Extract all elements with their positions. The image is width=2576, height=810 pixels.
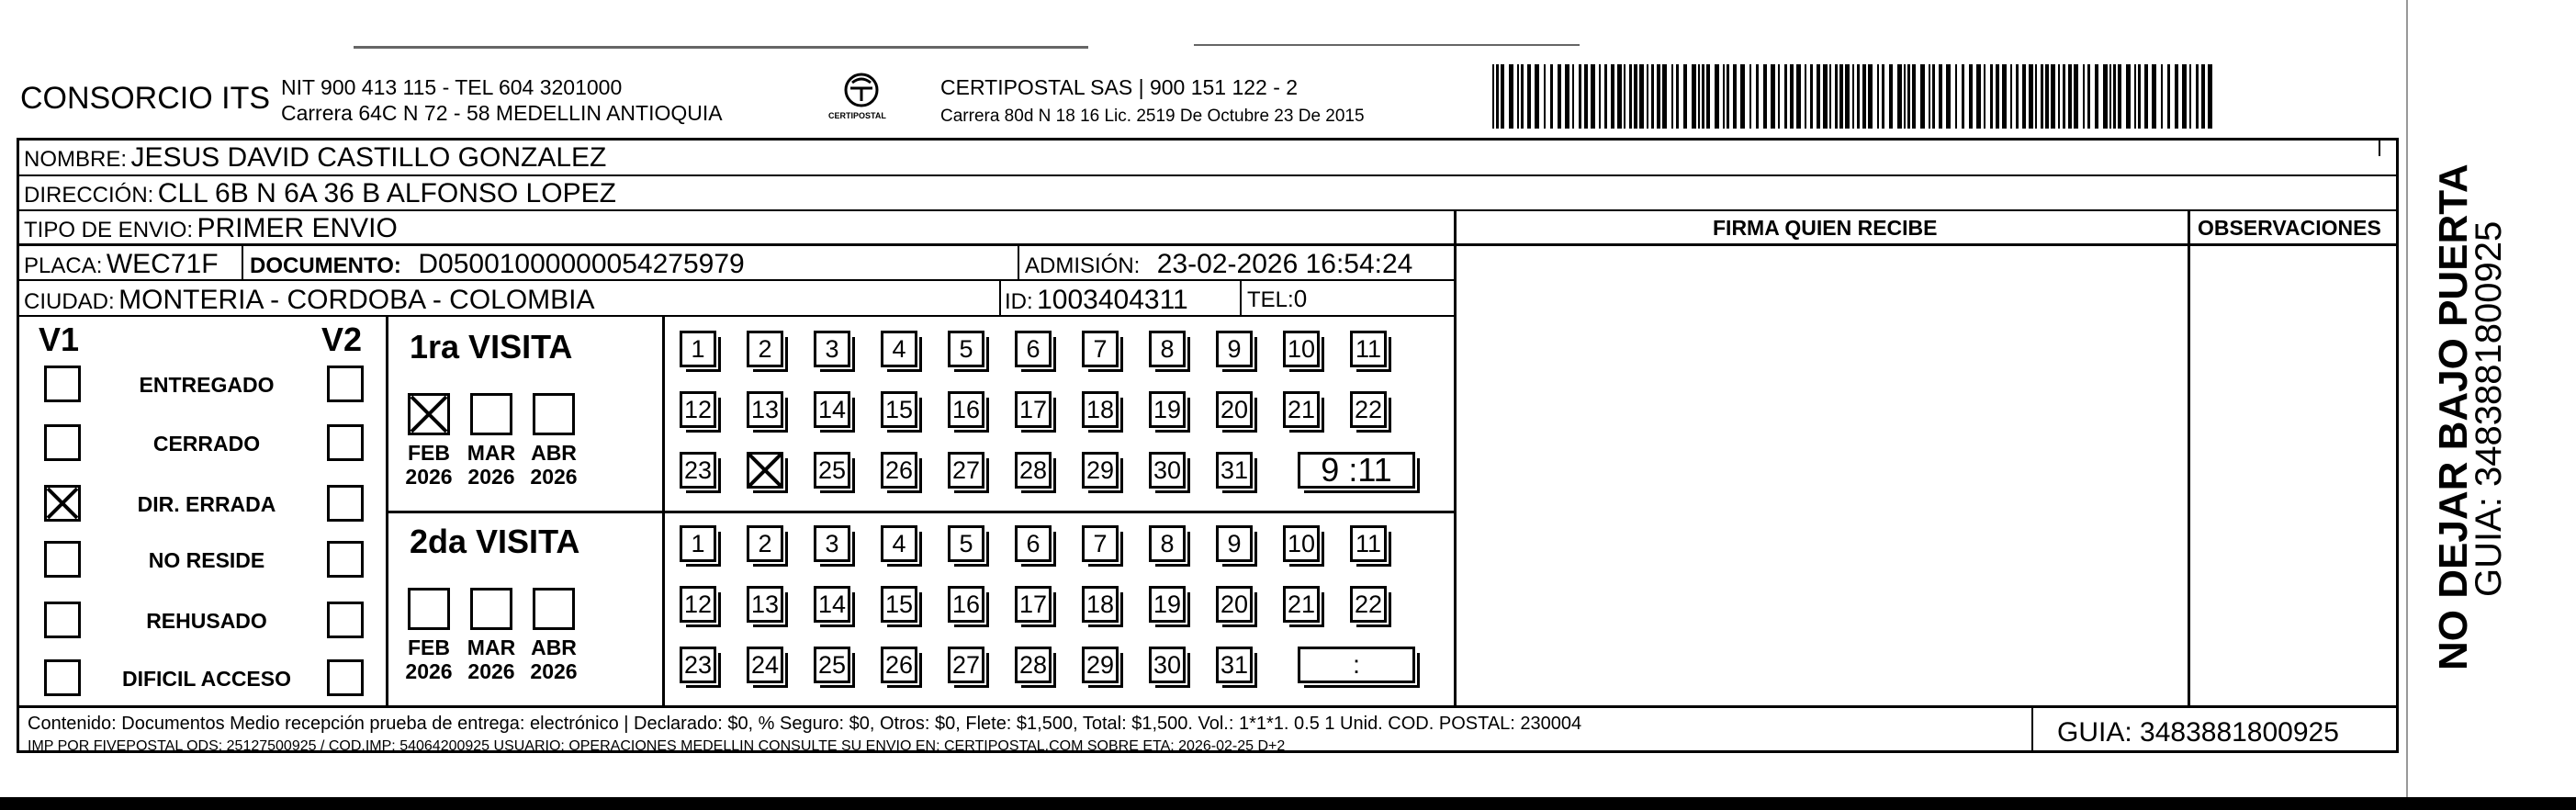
barcode-bar (2152, 64, 2156, 129)
plate-label: PLACA: (24, 253, 103, 278)
name-row (24, 144, 606, 172)
tel-value: 0 (1293, 285, 1308, 312)
barcode-bar (1657, 64, 1660, 129)
barcode-bar (1784, 64, 1787, 129)
document-value: D05001000000054275979 (418, 249, 745, 279)
company-nit-tel: NIT 900 413 115 - TEL 604 3201000 (281, 75, 623, 99)
send-type-label: TIPO DE ENVIO: (24, 218, 194, 242)
day-box[interactable]: 20 (1216, 391, 1253, 428)
day-box[interactable]: 9 (1216, 331, 1253, 367)
day-box[interactable]: 22 (1350, 391, 1387, 428)
barcode-bar (1877, 64, 1879, 129)
side-guia: GUIA: 3483881800925 (2469, 220, 2509, 597)
month-year: 2026 (405, 465, 453, 489)
status-label: NO RESIDE (148, 548, 265, 572)
month-checkbox[interactable] (533, 393, 575, 435)
barcode-bar (1671, 64, 1673, 129)
day-box[interactable]: 10 (1283, 525, 1320, 562)
barcode-bar (1565, 64, 1569, 129)
barcode-bar (1604, 64, 1607, 129)
month-label (459, 441, 523, 489)
month-checkbox[interactable] (470, 393, 512, 435)
barcode-bar (2058, 64, 2060, 129)
day-box[interactable]: 5 (948, 525, 984, 562)
day-box[interactable]: 21 (1283, 391, 1320, 428)
barcode-bar (2161, 64, 2163, 129)
barcode-bar (1810, 64, 1813, 129)
status-label: REHUSADO (146, 609, 267, 633)
barcode-bar (1584, 64, 1588, 129)
barcode-bar (1835, 64, 1838, 129)
month-label (459, 636, 523, 684)
barcode-bar (1907, 64, 1910, 129)
day-box[interactable]: 4 (881, 525, 917, 562)
day-box[interactable]: 2 (747, 331, 783, 367)
footer-guia: GUIA: 3483881800925 (2057, 717, 2339, 748)
barcode-bar (1535, 64, 1539, 129)
address-label: DIRECCIÓN: (24, 183, 154, 208)
city-label: CIUDAD: (24, 289, 115, 314)
v1-checkbox[interactable] (44, 659, 81, 696)
barcode-bar (2109, 64, 2111, 129)
barcode-bar (1817, 64, 1820, 129)
barcode-bar (1857, 64, 1860, 129)
month-year: 2026 (467, 659, 515, 684)
day-box[interactable]: 18 (1082, 586, 1119, 623)
day-box[interactable]: 1 (680, 331, 716, 367)
barcode-bar (2201, 64, 2205, 129)
barcode-bar (1955, 64, 1957, 129)
barcode-bar (1790, 64, 1794, 129)
day-box[interactable]: 7 (1082, 525, 1119, 562)
barcode-bar (1976, 64, 1981, 129)
barcode-bar (1939, 64, 1942, 129)
day-box[interactable]: 31 (1216, 452, 1253, 489)
day-box[interactable]: 13 (747, 586, 783, 623)
visit-time-box[interactable]: 9 :11 (1298, 452, 1415, 489)
month-checkbox[interactable] (470, 588, 512, 630)
visit-title: 1ra VISITA (410, 328, 573, 366)
barcode-bar (1868, 64, 1873, 129)
month-label (397, 636, 461, 684)
barcode-bar (1929, 64, 1930, 129)
day-box[interactable]: 21 (1283, 586, 1320, 623)
day-box[interactable]: 3 (814, 525, 850, 562)
v2-checkbox[interactable] (327, 485, 364, 522)
barcode-bar (1521, 64, 1524, 129)
barcode-bar (2087, 64, 2090, 129)
barcode-bar (2041, 64, 2043, 129)
v2-checkbox[interactable] (327, 659, 364, 696)
day-box[interactable]: 13 (747, 391, 783, 428)
barcode-bar (1771, 64, 1775, 129)
city-row (24, 287, 595, 314)
certipostal-logo (825, 70, 898, 125)
day-box[interactable]: 2 (747, 525, 783, 562)
barcode-bar (2196, 64, 2199, 129)
v1-checkbox[interactable] (44, 485, 81, 522)
barcode-bar (2208, 64, 2212, 129)
month-label (522, 441, 586, 489)
barcode-bar (2126, 64, 2131, 129)
barcode-bar (1796, 64, 1801, 129)
barcode-bar (1599, 64, 1601, 129)
v1-checkbox[interactable] (44, 366, 81, 402)
barcode-bar (1962, 64, 1964, 129)
barcode-bar (2035, 64, 2037, 129)
month-checkbox[interactable] (408, 393, 450, 435)
barcode-bar (1683, 64, 1687, 129)
visit-title: 2da VISITA (410, 523, 580, 560)
month-name: ABR (531, 441, 577, 465)
barcode-bar (2022, 64, 2026, 129)
barcode-bar (1492, 64, 1494, 129)
v2-checkbox[interactable] (327, 602, 364, 638)
barcode-bar (1647, 64, 1648, 129)
day-box[interactable]: 8 (1149, 331, 1186, 367)
barcode-bar (1904, 64, 1906, 129)
month-label (397, 441, 461, 489)
barcode-bar (2113, 64, 2116, 129)
day-box[interactable]: 24 (747, 647, 783, 683)
day-box[interactable]: 27 (948, 647, 984, 683)
barcode-bar (2016, 64, 2019, 129)
barcode-bar (2134, 64, 2136, 129)
barcode-bar (1617, 64, 1622, 129)
barcode-bar (1990, 64, 1993, 129)
barcode-bar (1706, 64, 1710, 129)
v1-checkbox[interactable] (44, 602, 81, 638)
day-box[interactable]: 16 (948, 391, 984, 428)
barcode-bar (2189, 64, 2191, 129)
barcode-bar (1996, 64, 1999, 129)
barcode-bar (1882, 64, 1884, 129)
barcode-bar (1558, 64, 1561, 129)
recipient-name: JESUS DAVID CASTILLO GONZALEZ (130, 142, 607, 173)
status-label: CERRADO (152, 432, 261, 456)
barcode-bar (1946, 64, 1951, 129)
day-box[interactable]: 23 (680, 647, 716, 683)
barcode-bar (1629, 64, 1632, 129)
courier-name-line: CERTIPOSTAL SAS | 900 151 122 - 2 (940, 75, 1299, 99)
v1-checkbox[interactable] (44, 424, 81, 461)
certipostal-logo-text: CERTIPOSTAL (828, 111, 886, 120)
day-box[interactable]: 29 (1082, 647, 1119, 683)
barcode-bar (1527, 64, 1531, 129)
day-box[interactable]: 16 (948, 586, 984, 623)
barcode-bar (1501, 64, 1504, 129)
barcode-bar (1550, 64, 1553, 129)
day-box[interactable]: 17 (1015, 391, 1052, 428)
barcode-bar (1852, 64, 1854, 129)
day-box[interactable]: 26 (881, 647, 917, 683)
barcode-bar (2103, 64, 2108, 129)
v1-checkbox[interactable] (44, 541, 81, 578)
barcode-bar (2063, 64, 2065, 129)
barcode-bar (2118, 64, 2121, 129)
barcode-bar (2045, 64, 2049, 129)
day-box[interactable] (747, 452, 783, 489)
month-year: 2026 (530, 465, 578, 489)
admission-value: 23-02-2026 16:54:24 (1156, 249, 1413, 279)
name-label: NOMBRE: (24, 147, 128, 172)
courier-license-line: Carrera 80d N 18 16 Lic. 2519 De Octubre 23 De 2015 (940, 107, 1365, 126)
scan-noise (1194, 44, 1580, 46)
barcode-bar (1611, 64, 1614, 129)
barcode-bar (1517, 64, 1519, 129)
barcode-bar (1984, 64, 1985, 129)
barcode-bar (1676, 64, 1679, 129)
barcode-bar (1496, 64, 1499, 129)
barcode-bar (1920, 64, 1925, 129)
day-box[interactable]: 19 (1149, 391, 1186, 428)
barcode-bar (1823, 64, 1828, 129)
barcode-bar (2095, 64, 2098, 129)
barcode-bar (2167, 64, 2170, 129)
day-box[interactable]: 19 (1149, 586, 1186, 623)
send-type-value: PRIMER ENVIO (197, 213, 398, 243)
day-box[interactable]: 28 (1015, 647, 1052, 683)
id-label: ID: (1005, 289, 1033, 314)
id-row (1005, 287, 1188, 314)
barcode-bar (1692, 64, 1696, 129)
day-box[interactable]: 15 (881, 391, 917, 428)
barcode-bar (1749, 64, 1751, 129)
visit-time-box[interactable]: : (1298, 647, 1415, 683)
v1-label: V1 (39, 321, 80, 358)
bottom-band (0, 797, 2576, 810)
day-box[interactable]: 12 (680, 586, 716, 623)
plate-row (24, 251, 219, 278)
barcode-bar (2010, 64, 2012, 129)
barcode-bar (2182, 64, 2187, 129)
day-box[interactable]: 1 (680, 525, 716, 562)
barcode-bar (1829, 64, 1831, 129)
barcode-bar (1969, 64, 1973, 129)
v2-label: V2 (321, 321, 363, 358)
barcode-bar (1740, 64, 1745, 129)
document-row (250, 251, 745, 278)
day-box[interactable]: 27 (948, 452, 984, 489)
barcode-bar (1634, 64, 1637, 129)
day-box[interactable]: 20 (1216, 586, 1253, 623)
month-checkbox[interactable] (533, 588, 575, 630)
barcode-bar (1572, 64, 1574, 129)
day-box[interactable]: 8 (1149, 525, 1186, 562)
day-box[interactable]: 31 (1216, 647, 1253, 683)
barcode-bar (1698, 64, 1700, 129)
barcode-bar (1727, 64, 1729, 129)
day-box[interactable]: 30 (1149, 647, 1186, 683)
send-type-row (24, 215, 398, 242)
month-year: 2026 (530, 659, 578, 684)
city-value: MONTERIA - CORDOBA - COLOMBIA (118, 285, 595, 315)
tel-label: TEL: (1247, 287, 1294, 312)
signature-header: FIRMA QUIEN RECIBE (1713, 216, 1938, 240)
address-row (24, 180, 616, 208)
barcode-bar (1651, 64, 1654, 129)
month-name: FEB (408, 636, 450, 659)
day-box[interactable]: 28 (1015, 452, 1052, 489)
day-box[interactable]: 14 (814, 586, 850, 623)
barcode-bar (1845, 64, 1850, 129)
day-box[interactable]: 6 (1015, 525, 1052, 562)
barcode-bar (2175, 64, 2178, 129)
day-box[interactable]: 3 (814, 331, 850, 367)
day-box[interactable]: 10 (1283, 331, 1320, 367)
day-box[interactable]: 5 (948, 331, 984, 367)
barcode-bar (1591, 64, 1595, 129)
v2-checkbox[interactable] (327, 366, 364, 402)
recipient-address: CLL 6B N 6A 36 B ALFONSO LOPEZ (157, 178, 616, 208)
day-box[interactable]: 15 (881, 586, 917, 623)
barcode-bar (2083, 64, 2085, 129)
month-year: 2026 (467, 465, 515, 489)
day-box[interactable]: 23 (680, 452, 716, 489)
month-name: FEB (408, 441, 450, 465)
day-box[interactable]: 25 (814, 452, 850, 489)
id-value: 1003404311 (1037, 285, 1188, 315)
day-box[interactable]: 26 (881, 452, 917, 489)
barcode-bar (1723, 64, 1725, 129)
barcode-bar (1763, 64, 1767, 129)
barcode-bar (1624, 64, 1625, 129)
admission-label: ADMISIÓN: (1025, 253, 1141, 278)
day-box[interactable]: 11 (1350, 525, 1387, 562)
barcode-bar (1579, 64, 1581, 129)
barcode-bar (2138, 64, 2141, 129)
barcode-bar (1662, 64, 1667, 129)
plate-value: WEC71F (106, 249, 219, 279)
footer-content-line: Contenido: Documentos Medio recepción prueba de entrega: electrónico | Declarado: $0, % Seguro: $0, Otros: $0, Flete: $1,500, Total: $1,500. Vol.: 1*1*1. 0.5 1 Unid. COD. POSTAL: 230004 (28, 714, 1582, 734)
day-box[interactable]: 7 (1082, 331, 1119, 367)
barcode-bar (2002, 64, 2007, 129)
footer-imp-line: IMP POR FIVEPOSTAL ODS: 25127500925 / COD.IMP: 54064200925 USUARIO: OPERACIONES MEDELLIN CONSULTE SU ENVIO EN: CERTIPOSTAL.COM SOBRE ETA: 2026-02-25 D+2 (28, 738, 1286, 754)
v2-checkbox[interactable] (327, 541, 364, 578)
day-box[interactable]: 12 (680, 391, 716, 428)
day-box[interactable]: 25 (814, 647, 850, 683)
barcode-bar (1702, 64, 1704, 129)
day-box[interactable]: 30 (1149, 452, 1186, 489)
barcode-bar (1805, 64, 1806, 129)
barcode-bar (1862, 64, 1866, 129)
day-box[interactable]: 9 (1216, 525, 1253, 562)
day-box[interactable]: 14 (814, 391, 850, 428)
tel-row (1247, 287, 1307, 311)
day-box[interactable]: 22 (1350, 586, 1387, 623)
month-name: ABR (531, 636, 577, 659)
barcode-bar (2074, 64, 2078, 129)
status-label: DIR. ERRADA (137, 492, 276, 516)
barcode-bar (2068, 64, 2072, 129)
observations-header: OBSERVACIONES (2198, 216, 2381, 240)
barcode-bar (1778, 64, 1780, 129)
month-checkbox[interactable] (408, 588, 450, 630)
day-box[interactable]: 11 (1350, 331, 1387, 367)
barcode-bar (2144, 64, 2148, 129)
v2-checkbox[interactable] (327, 424, 364, 461)
day-box[interactable]: 18 (1082, 391, 1119, 428)
month-year: 2026 (405, 659, 453, 684)
barcode-bar (2029, 64, 2033, 129)
barcode-bar (1715, 64, 1719, 129)
month-label (522, 636, 586, 684)
barcode-bar (1889, 64, 1893, 129)
status-label: DIFICIL ACCESO (121, 667, 291, 691)
barcode-bar (1733, 64, 1737, 129)
status-label: ENTREGADO (139, 373, 275, 397)
document-label: DOCUMENTO: (250, 253, 401, 278)
barcode-bar (1912, 64, 1916, 129)
barcode-bar (1509, 64, 1513, 129)
day-box[interactable]: 17 (1015, 586, 1052, 623)
month-name: MAR (467, 636, 516, 659)
barcode-bar (1544, 64, 1546, 129)
barcode-bar (1839, 64, 1843, 129)
day-box[interactable]: 29 (1082, 452, 1119, 489)
barcode-bar (1897, 64, 1902, 129)
day-box[interactable]: 4 (881, 331, 917, 367)
month-name: MAR (467, 441, 516, 465)
company-name: CONSORCIO ITS (20, 81, 271, 116)
company-address: Carrera 64C N 72 - 58 MEDELLIN ANTIOQUIA (281, 101, 723, 125)
scan-noise (354, 46, 1088, 49)
barcode-bar (1639, 64, 1644, 129)
barcode (1492, 64, 2218, 129)
day-box[interactable]: 6 (1015, 331, 1052, 367)
barcode-bar (2051, 64, 2055, 129)
admission-row (1025, 251, 1412, 278)
barcode-bar (1932, 64, 1935, 129)
barcode-bar (1756, 64, 1759, 129)
side-warning: NO DEJAR BAJO PUERTA (2431, 163, 2476, 670)
